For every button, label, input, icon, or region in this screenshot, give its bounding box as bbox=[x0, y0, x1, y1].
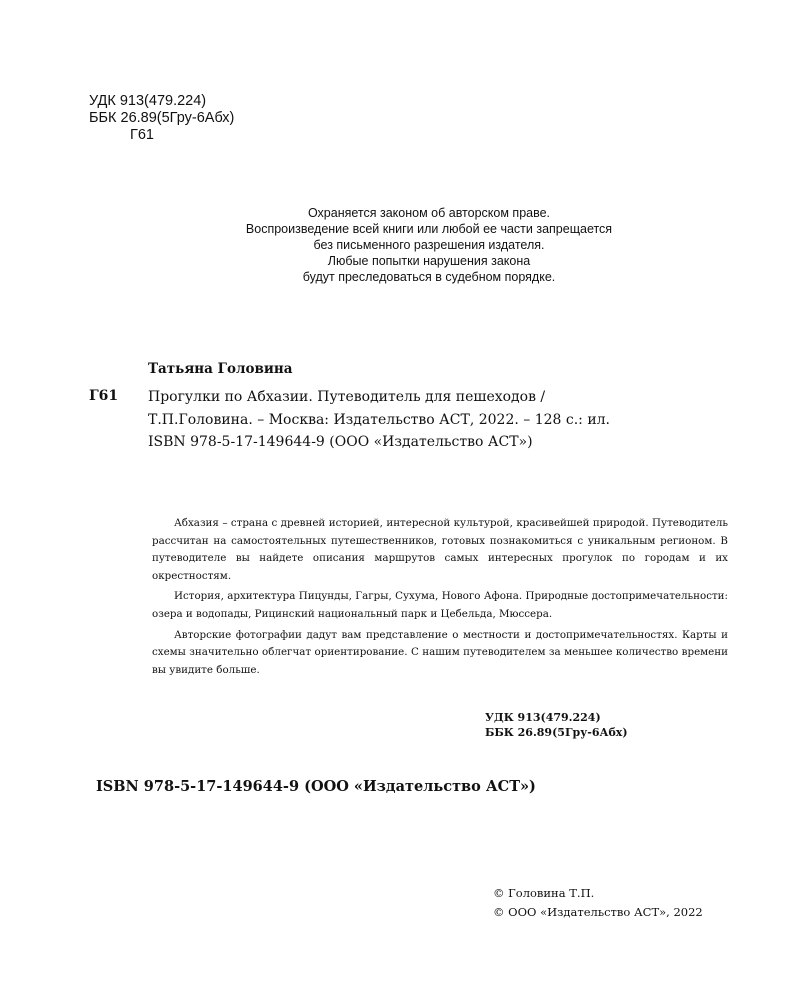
notice-line: без письменного разрешения издателя. bbox=[313, 238, 545, 252]
classification-bottom bbox=[485, 710, 628, 740]
notice-line: будут преследоваться в судебном порядке. bbox=[302, 270, 556, 284]
isbn-bottom: ISBN 978-5-17-149644-9 (ООО «Издательство АСТ») bbox=[96, 778, 536, 795]
copyright-author: © Головина Т.П. bbox=[493, 886, 595, 900]
bbk-code: ББК 26.89(5Гру-6Абх) bbox=[89, 110, 235, 126]
bbk-code-bottom: ББК 26.89(5Гру-6Абх) bbox=[485, 726, 628, 739]
copyright-publisher: © ООО «Издательство АСТ», 2022 bbox=[493, 905, 703, 919]
udk-code: УДК 913(479.224) bbox=[89, 93, 207, 109]
catalog-entry bbox=[148, 386, 748, 432]
annotation-paragraph: Авторские фотографии дадут вам представление о местности и достопримечательностях. Карты и схемы значительно облегчат ориентирование. С нашим путеводителем за меньшее количество времени вы увидите больше. bbox=[152, 628, 728, 676]
annotation-paragraph: Абхазия – страна с древней историей, интересной культурой, красивейшей природой. Путеводитель рассчитан на самостоятельных путешественников, готовых познакомиться с уникальным регионом. В путеводителе вы найдете описания маршрутов самых интересных прогулок по городам и их окрестностям. bbox=[152, 517, 728, 582]
copyright-notice bbox=[0, 205, 800, 285]
notice-line: Воспроизведение всей книги или любой ее части запрещается bbox=[245, 222, 613, 236]
udk-code-bottom: УДК 913(479.224) bbox=[485, 711, 601, 724]
classification-block bbox=[89, 93, 234, 144]
notice-line: Охраняется законом об авторском праве. bbox=[307, 206, 551, 220]
catalog-author: Татьяна Головина bbox=[148, 361, 293, 377]
catalog-isbn: ISBN 978-5-17-149644-9 (ООО «Издательство АСТ») bbox=[148, 434, 533, 450]
author-sign: Г61 bbox=[130, 127, 154, 143]
catalog-code: Г61 bbox=[89, 388, 119, 404]
catalog-publication-line: Т.П.Головина. – Москва: Издательство АСТ, 2022. – 128 с.: ил. bbox=[148, 412, 610, 428]
catalog-title-line: Прогулки по Абхазии. Путеводитель для пешеходов / bbox=[148, 389, 546, 405]
annotation bbox=[152, 515, 728, 679]
annotation-paragraph: История, архитектура Пицунды, Гагры, Сухума, Нового Афона. Природные достопримечательности: озера и водопады, Рицинский национальный парк и Цебельда, Мюссера. bbox=[152, 590, 728, 620]
copyright-lines bbox=[493, 884, 703, 922]
notice-line: Любые попытки нарушения закона bbox=[327, 254, 531, 268]
